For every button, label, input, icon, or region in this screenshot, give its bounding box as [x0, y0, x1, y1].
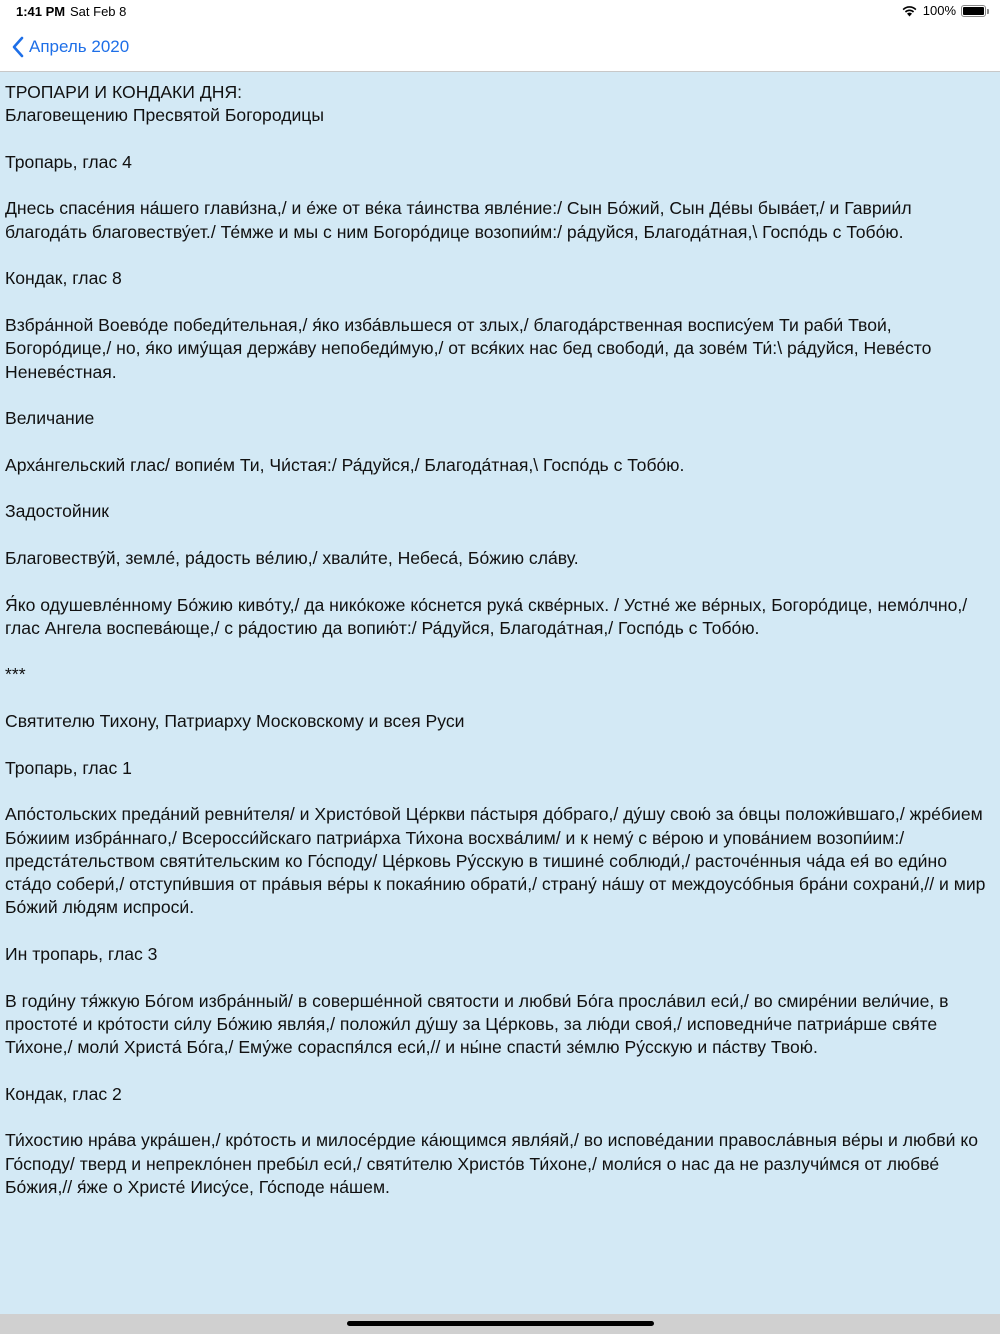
- text-paragraph: Тропарь, глас 1: [5, 757, 132, 778]
- wifi-icon: [901, 4, 918, 17]
- status-indicators: [901, 3, 986, 18]
- text-paragraph: Величание: [5, 408, 95, 429]
- status-time: 1:41 PM: [16, 4, 66, 19]
- text-paragraph: ***: [5, 664, 26, 685]
- text-paragraph: Святителю Тихону, Патриарху Московскому и всея Руси: [5, 711, 465, 732]
- navigation-bar: [0, 24, 1000, 72]
- text-paragraph: Ти́хостию нра́ва укра́шен,/ кро́тость и милосе́рдие ка́ющимся явля́яй,/ во испове́дании правосла́вныя ве́ры и любви́ ко Го́споду/ тверд и непрекло́нен пребы́л еси́,/ святи́телю Христо́в Ти́хоне,/ моли́ся о нас да не разлучи́мся от любве́ Бо́жия,// я́же о Христе́ Иису́се, Го́споде на́шем.: [5, 1130, 979, 1197]
- text-paragraph: ТРОПАРИ И КОНДАКИ ДНЯ: Благовещению Пресвятой Богородицы: [5, 82, 325, 126]
- text-paragraph: Тропарь, глас 4: [5, 151, 132, 172]
- content-text-view[interactable]: [0, 72, 1000, 1314]
- text-paragraph: Днесь спасе́ния на́шего глави́зна,/ и е́же от ве́ка та́инства явле́ние:/ Сын Бо́жий, Сын Де́вы быва́ет,/ и Гаврии́л благода́ть благовеству́ет./ Те́мже и мы с ним Богоро́дице возопии́м:/ ра́дуйся, Благода́тная,\ Госпо́дь с Тобо́ю.: [5, 198, 912, 242]
- battery-percentage: 100%: [922, 3, 956, 18]
- text-paragraph: Кондак, глас 2: [5, 1083, 122, 1104]
- text-paragraph: Я́ко одушевле́нному Бо́жию киво́ту,/ да нико́коже ко́снется рука́ скве́рных. / Устне́ же ве́рных, Богоро́дице, немо́лчно,/ глас Ангела воспева́юще,/ с ра́достию да вопию́т:/ Ра́дуйся, Благода́тная,/ Госпо́дь с Тобо́ю.: [5, 594, 968, 638]
- text-paragraph: Взбра́нной Воево́де победи́тельная,/ я́ко изба́вльшеся от злых,/ благода́рственная воспису́ем Ти раби́ Твои́, Богоро́дице,/ но, я́ко иму́щая держа́ву непобеди́мую,/ от вся́ких нас бед свободи́, да зове́м Ти́:\ ра́дуйся, Неве́сто Неневе́стная.: [5, 314, 932, 382]
- text-paragraph: Ин тропарь, глас 3: [5, 943, 158, 964]
- chevron-left-icon: [12, 36, 24, 58]
- text-paragraph: Апо́стольских преда́ний ревни́теля/ и Христо́вой Це́ркви па́стыря до́браго,/ ду́шу свою́ за о́вцы положи́вшаго,/ жре́бием Бо́жиим избра́ннаго,/ Всеросси́йскаго патриа́рха Ти́хона восхва́лим/ и к нему́ с ве́рою и упова́нием возопи́им:/ предста́тельством святи́тельским ко Го́споду/ Це́рковь Ру́сскую в тишине́ соблюди́,/ расточе́нныя ча́да ея́ во еди́но ста́до собери́,/ отступи́вшия от пра́выя ве́ры к покая́нию обрати́,/ страну́ на́шу от междоусо́бныя бра́ни сохрани́,// и мир Бо́жий лю́дям испроси́.: [5, 804, 986, 918]
- text-paragraph: В годи́ну тя́жкую Бо́гом избра́нный/ в соверше́нной святости и любви́ Бо́га просла́вил еси́,/ во смире́нии вели́чие, в простоте́ и кро́тости си́лу Бо́жию явля́я,/ положи́л ду́шу за Це́рковь, за лю́ди своя́,/ исповедни́че патриа́рше свя́те Ти́хоне,/ моли́ Христа́ Бо́га,/ Ему́же сораспя́лся еси́,// и ны́не спасти́ зе́млю Ру́сскую и па́ству Твою́.: [5, 990, 949, 1058]
- text-paragraph: Арха́нгельский глас/ вопие́м Ти, Чи́стая:/ Ра́дуйся,/ Благода́тная,\ Госпо́дь с Тобо́ю.: [5, 454, 685, 475]
- status-date: Sat Feb 8: [70, 4, 127, 19]
- battery-icon: [961, 5, 986, 17]
- back-button-label: Апрель 2020: [29, 37, 130, 56]
- home-indicator: [347, 1321, 654, 1326]
- battery-level-fill: [963, 7, 984, 15]
- text-paragraph: Задостойник: [5, 501, 109, 522]
- text-paragraph: Кондак, глас 8: [5, 268, 122, 289]
- back-button[interactable]: [12, 36, 129, 58]
- text-paragraph: Благовеству́й, земле́, ра́дость ве́лию,/ хвали́те, Небеса́, Бо́жию сла́ву.: [5, 547, 579, 568]
- status-bar: [0, 0, 1000, 24]
